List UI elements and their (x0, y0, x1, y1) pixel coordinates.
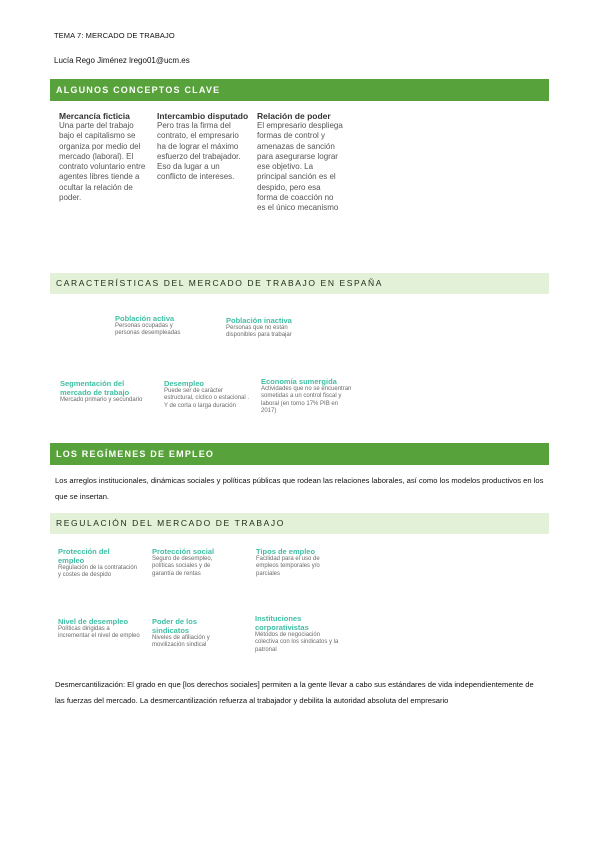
feature-poblacion-inactiva (226, 316, 306, 340)
regulation-title: Tipos de empleo (256, 547, 316, 556)
document-topic: TEMA 7: MERCADO DE TRABAJO (54, 31, 175, 40)
author-line: Lucía Rego Jiménez lrego01@ucm.es (54, 56, 190, 65)
feature-body: Puede ser de carácter estructural, cíclico o estacional . Y de corta o larga duración (164, 388, 250, 409)
feature-body: Mercado primario y secundario (60, 397, 143, 403)
section-header-conceptos: ALGUNOS CONCEPTOS CLAVE (50, 79, 549, 101)
desmercantilizacion-paragraph: Desmercantilización: El grado en que [los derechos sociales] permiten a la gente llevar a cabo sus estándares de vida independientemente de las fuerzas del mercado. La desmercantilización refuerza al trabajador y debilita la autoridad absoluta del empresario (55, 680, 534, 705)
regulation-body: Políticas dirigidas a incrementar el nivel de empleo (58, 626, 140, 640)
concept-mercancia-ficticia (59, 111, 147, 203)
feature-title: Población inactiva (226, 316, 292, 325)
regulation-nivel-desempleo (58, 617, 140, 641)
regulation-title: Protección del empleo (58, 547, 110, 565)
regulation-proteccion-social (152, 547, 232, 578)
concept-title: Relación de poder (257, 111, 331, 121)
feature-economia-sumergida (261, 377, 353, 416)
feature-body: Personas ocupadas y personas desempleadas (115, 323, 181, 337)
regulation-instituciones (255, 614, 339, 654)
regulation-body: Regulación de la contratación y costes de despido (58, 565, 138, 579)
concept-body: Pero tras la firma del contrato, el empresario ha de lograr el máximo esfuerzo del trabajador. Eso da lugar a un conflicto de intereses. (157, 121, 241, 182)
feature-title: Población activa (115, 314, 175, 323)
regulation-poder-sindicatos (152, 617, 232, 650)
regulation-proteccion-empleo (58, 547, 138, 580)
regulation-title: Protección social (152, 547, 215, 556)
section-header-regimenes: LOS REGÍMENES DE EMPLEO (50, 443, 549, 465)
feature-body: Personas que no están disponibles para trabajar (226, 325, 292, 339)
feature-title: Economía sumergida (261, 377, 337, 386)
regulation-title: Nivel de desempleo (58, 617, 129, 626)
regulation-body: Niveles de afiliación y movilización sindical (152, 635, 210, 649)
regimenes-paragraph: Los arreglos institucionales, dinámicas sociales y políticas públicas que rodean las relaciones laborales, así como los modelos productivos en los que se insertan. (55, 476, 544, 501)
feature-segmentacion (60, 379, 150, 404)
feature-poblacion-activa (115, 314, 190, 338)
concept-body: El empresario despliega formas de control y amenazas de sanción para asegurarse lograr ese objetivo. La principal sanción es el despido, pero esa forma de coacción no es el único mecanismo (257, 121, 343, 213)
concept-intercambio-disputado (157, 111, 249, 183)
concept-body: Una parte del trabajo bajo el capitalismo se organiza por medio del mercado (laboral). El contrato voluntario entre agentes libres tiende a ocultar la relación de poder. (59, 121, 146, 203)
regulation-title: Poder de los sindicatos (152, 617, 198, 635)
feature-title: Segmentación del mercado de trabajo (60, 379, 130, 397)
section-header-caracteristicas: CARACTERÍSTICAS DEL MERCADO DE TRABAJO EN ESPAÑA (50, 273, 549, 294)
section-header-regulacion: REGULACIÓN DEL MERCADO DE TRABAJO (50, 513, 549, 534)
feature-body: Actividades que no se encuentran sometidas a un control fiscal y laboral (en torno 17% PIB en 2017) (261, 386, 352, 415)
feature-title: Desempleo (164, 379, 205, 388)
regulation-body: Facilidad para el uso de empleos temporales y/o parciales (256, 556, 320, 577)
regulation-body: Seguro de desempleo, políticas sociales y de garantía de rentas (152, 556, 213, 577)
concept-title: Intercambio disputado (157, 111, 249, 121)
concept-title: Mercancía ficticia (59, 111, 130, 121)
regulation-tipos-empleo (256, 547, 342, 578)
feature-desempleo (164, 379, 252, 410)
regulation-title: Instituciones corporativistas (255, 614, 309, 632)
regulation-body: Métodos de negociación colectiva con los sindicatos y la patronal (255, 632, 339, 653)
concept-relacion-de-poder (257, 111, 343, 214)
